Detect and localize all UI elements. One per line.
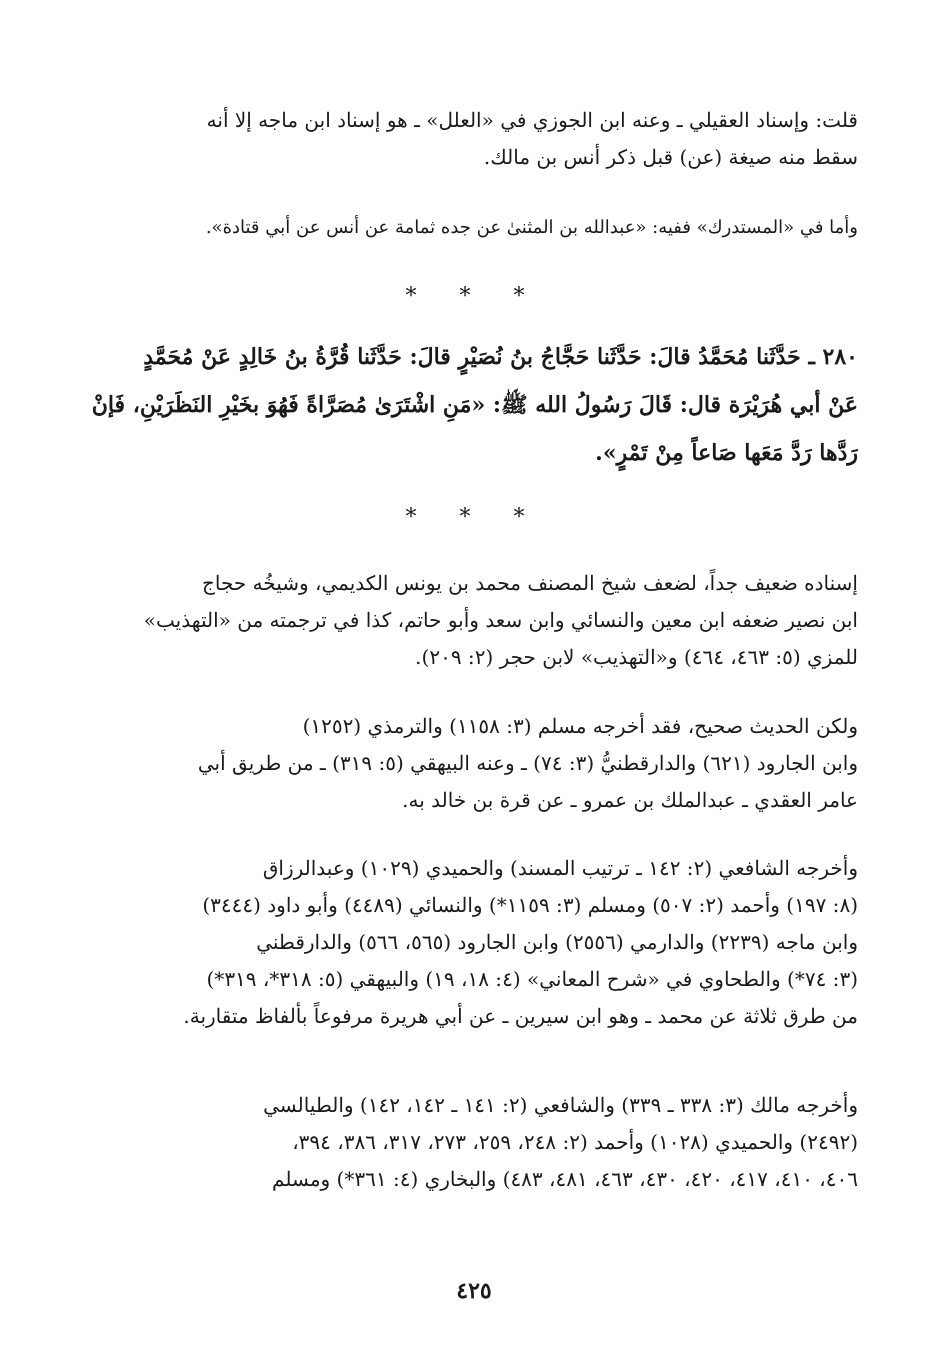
text-line: وأما في «المستدرك» ففيه: «عبدالله بن المثنىٰ عن جده ثمامة عن أنس عن أبي قتادة». [205,217,858,238]
text-line: (٢٤٩٢) والحميدي (١٠٢٨) وأحمد (٢: ٢٤٨، ٢٥٩، ٢٧٣، ٣١٧، ٣٨٦، ٣٩٤، [292,1130,858,1154]
text-line: وابن الجارود (٦٢١) والدارقطنيُّ (٣: ٧٤) ـ وعنه البيهقي (٥: ٣١٩) ـ من طريق أبي [197,751,858,775]
text-line: من طرق ثلاثة عن محمد ـ وهو ابن سيرين ـ عن أبي هريرة مرفوعاً بألفاظ متقاربة. [183,1004,858,1028]
text-line: سقط منه صيغة (عن) قبل ذكر أنس بن مالك. [483,145,858,169]
text-line: (٣: ٧٤*) والطحاوي في «شرح المعاني» (٤: ١٨، ١٩) والبيهقي (٥: ٣١٨*، ٣١٩*) [206,967,858,991]
paragraph-4 [88,708,858,819]
text-line: عامر العقدي ـ عبدالملك بن عمرو ـ عن قرة بن خالد به. [402,788,858,812]
text-line: للمزي (٥: ٤٦٣، ٤٦٤) و«التهذيب» لابن حجر (٢: ٢٠٩). [415,645,858,669]
page-number: ٤٢٥ [456,1278,492,1304]
hadith-text [88,333,858,477]
text-line: وابن ماجه (٢٢٣٩) والدارمي (٢٥٥٦) وابن الجارود (٥٦٥، ٥٦٦) والدارقطني [256,930,858,954]
text-line: رَدَّها رَدَّ مَعَها صَاعاً مِنْ تَمْرٍ». [595,440,858,466]
text-line: ٤٠٦، ٤١٠، ٤١٧، ٤٢٠، ٤٣٠، ٤٦٣، ٤٨١، ٤٨٣) والبخاري (٤: ٣٦١*) ومسلم [272,1167,858,1191]
text-line: ابن نصير ضعفه ابن معين والنسائي وابن سعد وأبو حاتم، كذا في ترجمته من «التهذيب» [143,608,858,632]
text-line: عَنْ أبي هُرَيْرَة قال: قَالَ رَسُولُ الله ﷺ: «مَنِ اشْتَرَىٰ مُصَرَّاةً فَهُوَ بخَيْرِ النَظَرَيْنِ، فَإنْ [91,392,858,418]
text-line: وأخرجه الشافعي (٢: ١٤٢ ـ ترتيب المسند) والحميدي (١٠٢٩) وعبدالرزاق [262,856,858,880]
paragraph-3 [88,565,858,676]
paragraph-5 [88,850,858,1035]
paragraph-1 [88,102,858,176]
text-line: قلت: وإسناد العقيلي ـ وعنه ابن الجوزي في «العلل» ـ هو إسناد ابن ماجه إلا أنه [206,108,858,132]
text-line: إسناده ضعيف جداً، لضعف شيخ المصنف محمد بن يونس الكديمي، وشيخُه حجاج [201,571,858,595]
paragraph-2-note [88,211,858,245]
text-line: ولكن الحديث صحيح، فقد أخرجه مسلم (٣: ١١٥٨) والترمذي (١٢٥٢) [302,714,858,738]
text-line: ٢٨٠ ـ حَدَّثَنا مُحَمَّدُ قالَ: حَدَّثَنا حَجَّاجُ بنُ نُصَيْرٍ قالَ: حَدَّثَنا قُرَّةُ بنُ خَالِدٍ عَنْ مُحَمَّدٍ [143,344,858,370]
text-line: (٨: ١٩٧) وأحمد (٢: ٥٠٧) ومسلم (٣: ١١٥٩*) والنسائي (٤٤٨٩) وأبو داود (٣٤٤٤) [202,893,858,917]
paragraph-6 [88,1087,858,1198]
section-divider: * * * [405,284,543,309]
section-divider: * * * [405,505,543,530]
text-line: وأخرجه مالك (٣: ٣٣٨ ـ ٣٣٩) والشافعي (٢: ١٤١ ـ ١٤٢، ١٤٢) والطيالسي [263,1093,858,1117]
